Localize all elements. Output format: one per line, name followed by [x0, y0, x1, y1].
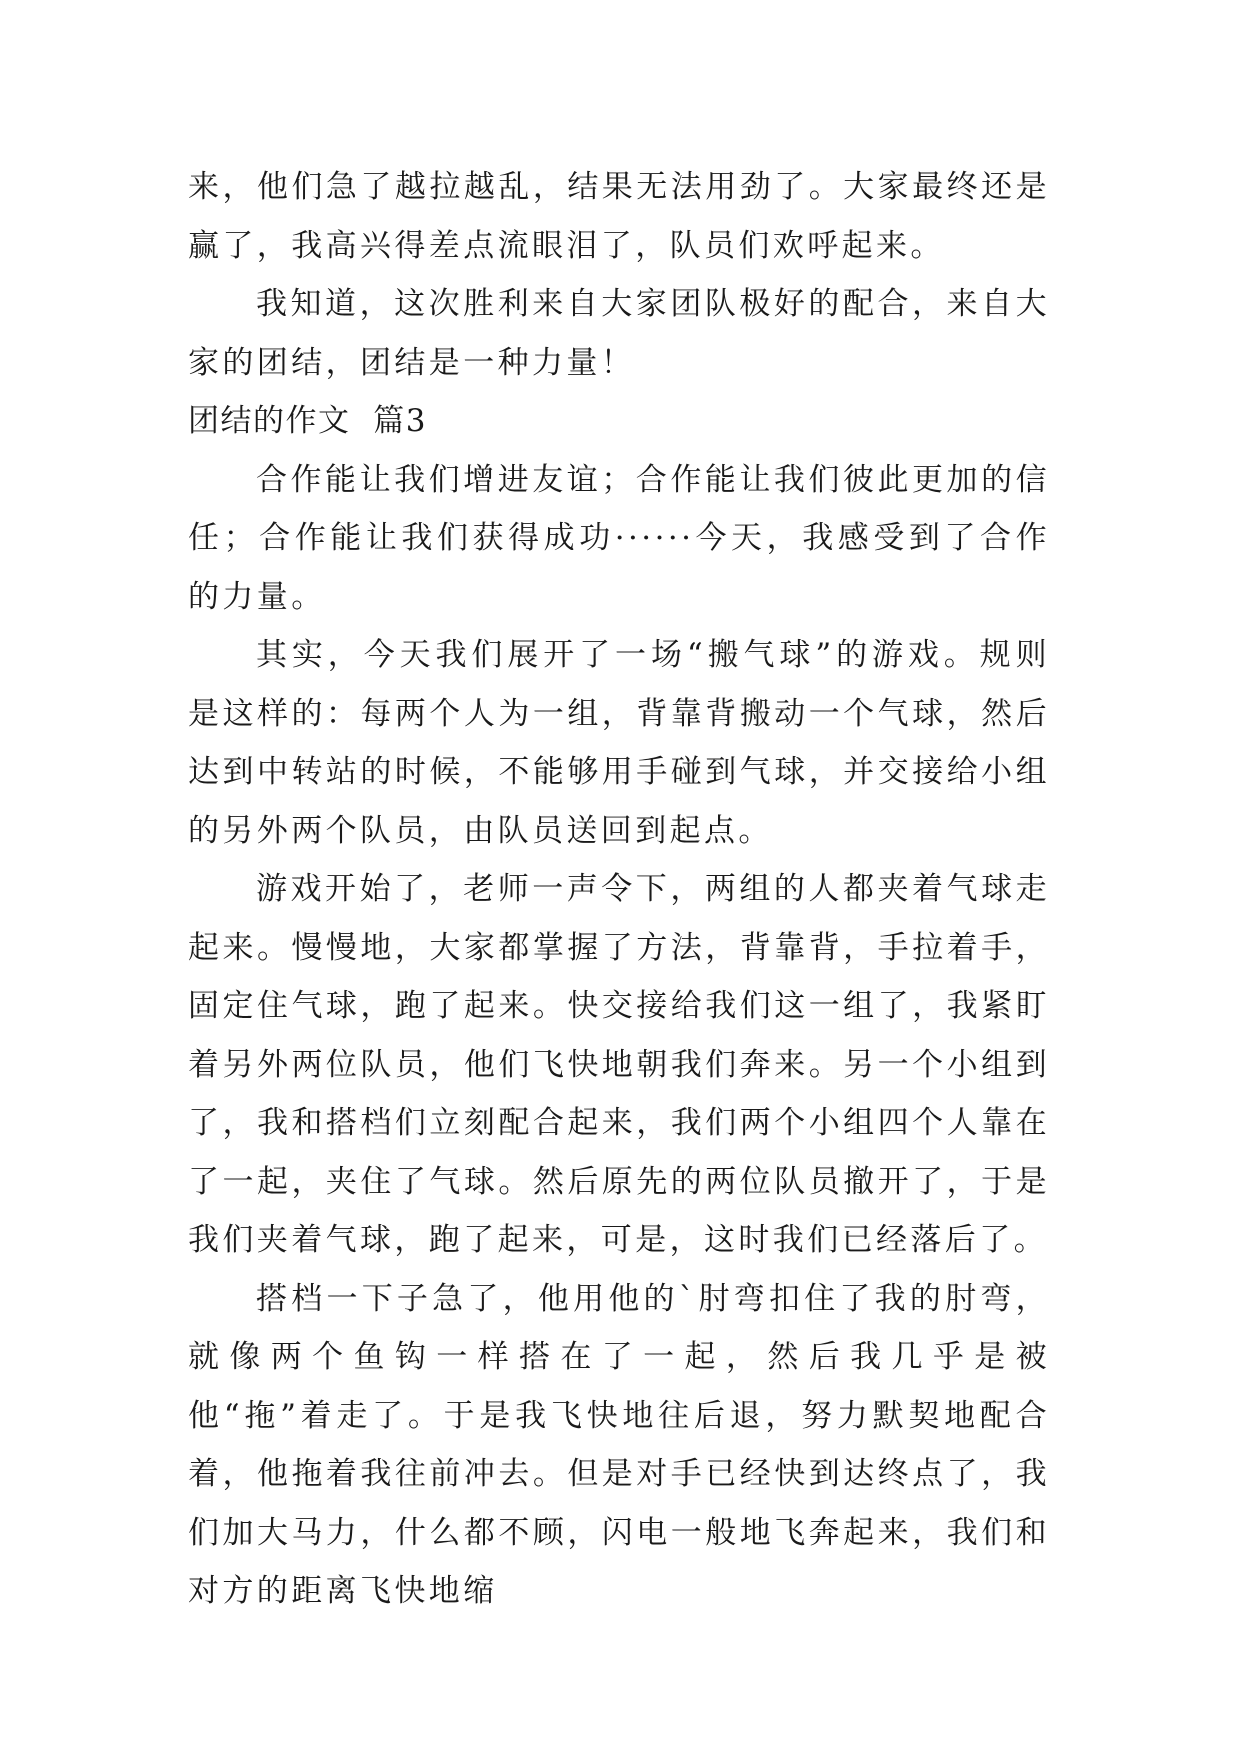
section-heading: 团结的作文 篇3 — [188, 403, 427, 439]
document-body — [188, 158, 1050, 1621]
paragraph: 搭档一下子急了，他用他的`肘弯扣住了我的肘弯，就像两个鱼钩一样搭在了一起，然后我几乎是被他“拖”着走了。于是我飞快地往后退，努力默契地配合着，他拖着我往前冲去。但是对手已经快到达终点了，我们加大马力，什么都不顾，闪电一般地飞奔起来，我们和对方的距离飞快地缩 — [188, 1280, 1050, 1609]
paragraph: 我知道，这次胜利来自大家团队极好的配合，来自大家的团结，团结是一种力量！ — [188, 286, 1050, 381]
paragraph: 游戏开始了，老师一声令下，两组的人都夹着气球走起来。慢慢地，大家都掌握了方法，背靠背，手拉着手，固定住气球，跑了起来。快交接给我们这一组了，我紧盯着另外两位队员，他们飞快地朝我们奔来。另一个小组到了，我和搭档们立刻配合起来，我们两个小组四个人靠在了一起，夹住了气球。然后原先的两位队员撤开了，于是我们夹着气球，跑了起来，可是，这时我们已经落后了。 — [188, 871, 1050, 1258]
paragraph: 其实，今天我们展开了一场“搬气球”的游戏。规则是这样的：每两个人为一组，背靠背搬动一个气球，然后达到中转站的时候，不能够用手碰到气球，并交接给小组的另外两个队员，由队员送回到起点。 — [188, 637, 1050, 849]
paragraph: 来，他们急了越拉越乱，结果无法用劲了。大家最终还是赢了，我高兴得差点流眼泪了，队员们欢呼起来。 — [188, 169, 1050, 264]
paragraph: 合作能让我们增进友谊；合作能让我们彼此更加的信任；合作能让我们获得成功······今天，我感受到了合作的力量。 — [188, 461, 1050, 615]
